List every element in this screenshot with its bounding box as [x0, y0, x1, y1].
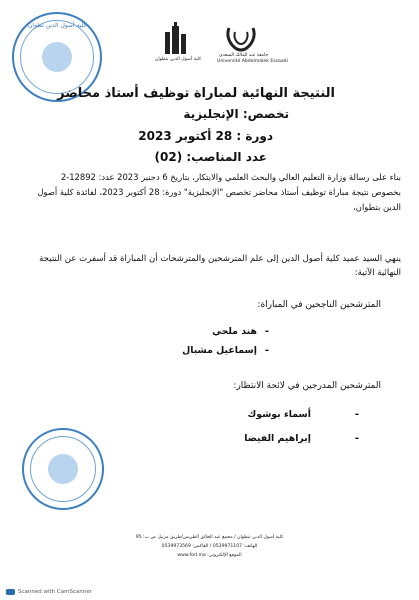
successful-candidate: هند ملحي	[212, 326, 257, 337]
intro-paragraph: بناء على رسالة وزارة التعليم العالي والبحث العلمي والابتكار، بتاريخ 6 دجنبر 2023 عدد: 12892-2 بخصوص نتيجة مباراة توظيف أستاذ محاضر تخصص "الإنجليزية" دورة: 28 أكتوبر 2023، لفائدة كلية أصول الدين بتطوان،	[37, 172, 401, 212]
scanner-watermark	[6, 589, 92, 595]
document-title: النتيجة النهائية لمباراة توظيف أستاذ محاضر	[57, 86, 335, 101]
faculty-stamp-bottom	[22, 428, 104, 510]
list-bullet: -	[354, 433, 359, 444]
university-logo-caption-ar: جامعة عبد المالك السعدي	[219, 53, 269, 58]
faculty-tower-logo	[163, 22, 189, 56]
announcement-paragraph: ينهي السيد عميد كلية أصول الدين إلى علم المترشحين والمترشحات أن المباراة قد أسفرت عن النتيجة النهائية الآتية:	[39, 254, 401, 278]
successful-heading: المترشحين الناجحين في المباراة:	[257, 300, 381, 310]
university-logo	[223, 24, 259, 52]
list-bullet: -	[264, 326, 269, 337]
successful-candidate: إسماعيل مشبال	[182, 345, 257, 356]
camscanner-icon	[6, 589, 15, 595]
scanner-text: Scanned with CamScanner	[18, 589, 92, 595]
footer-address: كلية أصول الدين بتطوان / مجمع عبد الخالق الطريس/طريق مرتيل ص ب: 95	[135, 535, 284, 540]
waitlist-candidate: إبراهيم الفيضا	[244, 433, 311, 444]
specialty-line: تخصص: الإنجليزية	[183, 107, 289, 121]
list-bullet: -	[264, 345, 269, 356]
university-logo-caption-en: Université Abdelmalek Essaadi	[217, 59, 288, 64]
positions-count: عدد المناصب: (02)	[154, 150, 267, 164]
footer-website: الموقع الإلكتروني: www.fod.ma	[177, 553, 242, 558]
faculty-logo-caption: كلية أصول الدين بتطوان	[155, 57, 202, 62]
session-line: دورة : 28 أكتوبر 2023	[138, 129, 273, 143]
list-bullet: -	[354, 409, 359, 420]
stamp-text: كلية أصول الدين تطوان	[28, 22, 87, 29]
footer-phone: الهاتف: 0539971107 / الفاكس: 0539973569	[161, 544, 258, 549]
footer-contact	[0, 533, 419, 560]
waitlist-heading: المترشحين المدرجين في لائحة الانتظار:	[233, 381, 381, 391]
waitlist-candidate: أسماء بوشوك	[247, 409, 311, 420]
header-logos	[155, 20, 288, 72]
